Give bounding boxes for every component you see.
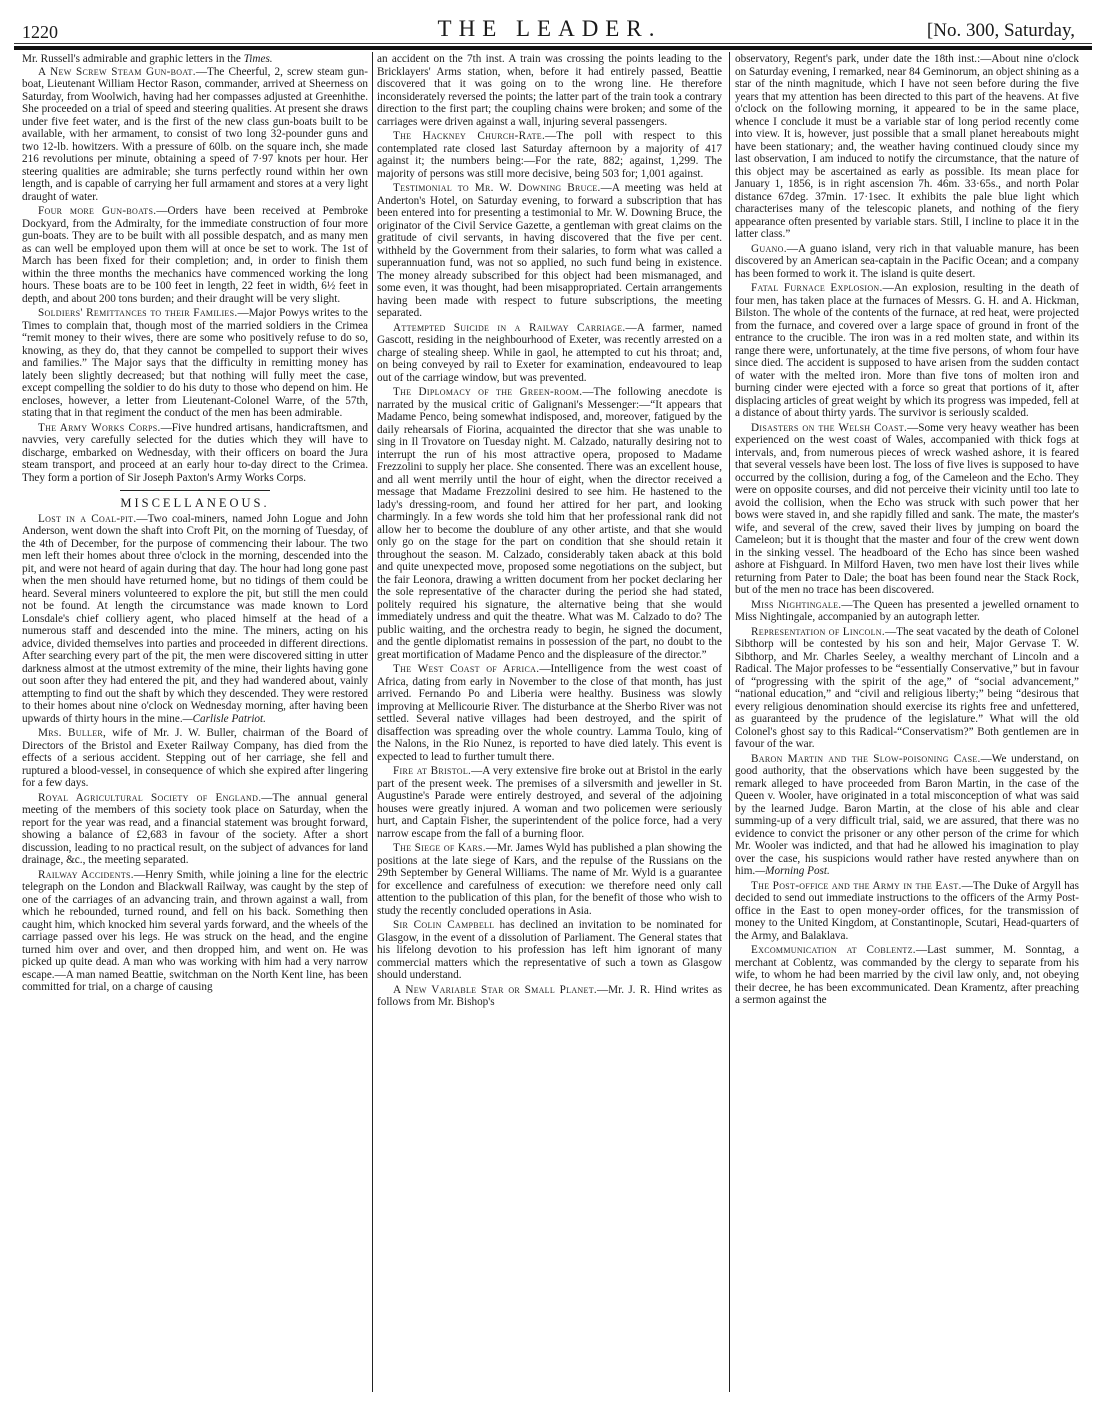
continued-paragraph: an accident on the 7th inst. A train was crossing the points leading to the Bricklayers' Arms station, when, before it had entirely passed, Beattie discovered that it was going on to the wrong line. He therefore inconsiderately reversed the points; the latter part of the train took a contrary direction to the first part; the coupling chains were broken; and some of the carriages were driven against a wall, injuring several passengers.	[377, 53, 722, 128]
article	[377, 322, 722, 385]
article-heading: Excommunication at Coblentz.	[751, 944, 916, 956]
article-body: —An explosion, resulting in the death of four men, has taken place at the furnaces of Messrs. G. H. and A. Hickman, Bilston. The whole of the contents of the furnace, at red heat, were projected from the furnace, and covered over a large space of ground in front of the entrance to the crucible. The iron was in a red molten state, and within its range there were, unfortunately, at the time five persons, of whom four have since died. The accident is supposed to have arisen from the sudden contact of water with the melted iron. More than five tons of molten iron and burning cinder were ejected with a force so great that portions of it, after displacing articles of great weight by which its progress was impeded, fell at a distance of about thirty yards. The survivor is seriously scalded.	[735, 282, 1079, 419]
column-3	[735, 53, 1079, 1009]
issue-info: [No. 300, Saturday,	[926, 20, 1075, 41]
article-body: —Henry Smith, while joining a line for the electric telegraph on the London and Blackwall Railway, was caught by the step of one of the carriages of an advancing train, and thrown against a wall, from which he rebounded, turned round, and fell on his back. Something then caught him, which knocked him several yards forward, and the wheels of the carriage passed over his legs. He was struck on the head, and the engine turned him over and over, and then dropped him, and went on. He was picked up quite dead. A man who was working with him had a very narrow escape.—A man named Beattie, switchman on the North Kent line, has been committed for trial, on a charge of causing	[22, 868, 368, 993]
article	[735, 880, 1079, 943]
article-body: —We understand, on good authority, that the observations which have been suggested by the remark alleged to have proceeded from Baron Martin, in the case of the Queen v. Wooler, have originated in a total misconception of what was said by the learned Judge. Baron Martin, at the close of his able and clear summing-up of a very difficult trial, said, we are assured, that there was no evidence to convict the prisoner or any other person of the crime for which Mr. Wooler was indicted, and that had he allowed his imagination to play over the case, his suspicions would rather have rested anywhere than on him.	[735, 752, 1079, 877]
article	[735, 243, 1079, 281]
article-heading: Soldiers' Remittances to their Families.	[38, 307, 238, 319]
article-body: —Two coal-miners, named John Logue and John Anderson, went down the shaft into Croft Pit, on the morning of Tuesday, of the 4th of December, for the purpose of commencing their labour. The two men left their homes about three o'clock in the morning, descended into the pit, and were not heard of again during that day. The hour had long gone past when the men should have returned home, but no tidings of them could be heard. Several miners volunteered to explore the pit, but still the men could not be found. At length the circumstance was made known to Lord Lonsdale's chief colliery agent, who placed himself at the head of a numerous staff and descended into the mine. The miners, acting on his advice, divided themselves into parties and proceeded in different directions. After searching every part of the pit, the men were discovered sitting in utter darkness almost at the utmost extremity of the mine, their lights having gone out soon after they had entered the pit, and they had wandered about, vainly attempting to find out the shaft by which they descended. They were restored to their homes about nine o'clock on Wednesday morning, after having been upwards of thirty hours in the mine.	[22, 512, 369, 725]
masthead	[0, 0, 1099, 46]
article	[377, 663, 722, 763]
article	[22, 66, 368, 204]
article-source: —Carlisle Patriot.	[182, 712, 266, 725]
article-heading: The West Coast of Africa.	[393, 663, 540, 675]
article	[377, 842, 722, 917]
page-number: 1220	[22, 22, 58, 42]
article-heading: Disasters on the Welsh Coast.	[751, 421, 908, 434]
article-body: —A farmer, named Gascott, residing in the neighbourhood of Exeter, was recently arrested on a charge of stealing sheep. While in gaol, he attempted to cut his throat; and, on being conveyed by rail to Exeter for examination, endeavoured to leap out of the carriage window, but was prevented.	[377, 321, 722, 384]
column-1	[22, 53, 368, 996]
article	[377, 765, 722, 840]
article	[735, 753, 1079, 878]
article	[377, 919, 722, 982]
article	[22, 792, 368, 867]
article-heading: The Army Works Corps.	[38, 421, 161, 434]
article-heading: Fatal Furnace Explosion.	[751, 282, 883, 294]
article-heading: Guano.	[751, 242, 787, 255]
article-heading: A New Variable Star or Small Planet.	[393, 983, 597, 996]
article	[22, 205, 368, 305]
article-heading: Baron Martin and the Slow-poisoning Case.	[751, 752, 981, 765]
continued-paragraph: Mr. Russell's admirable and graphic letters in the Times.	[22, 53, 273, 65]
article-body: —The Queen has presented a jewelled ornament to Miss Nightingale, accompanied by an autograph letter.	[735, 598, 1079, 623]
article-body: —Five hundred artisans, handicraftsmen, and navvies, very carefully selected for the duties which they will have to discharge, embarked on Wednesday, with their officers on board the Jura steam transport, and proceed at an early hour to-day direct to the Crimea. They form a portion of Sir Joseph Paxton's Army Works Corps.	[22, 421, 368, 484]
article-body: —Orders have been received at Pembroke Dockyard, from the Admiralty, for the immediate construction of four more gun-boats. They are to be built with all possible despatch, and as many men as can well be employed upon them will at once be set to work. The 1st of March has been fixed for their completion; and, in order to finish them within the three months the mechanics have commenced working the long hours. These boats are to be 100 feet in length, 22 feet in width, 6½ feet in depth, and about 200 tons burden; and their draught will be very slight.	[22, 205, 368, 305]
article-body: has declined an invitation to be nominated for Glasgow, in the event of a dissolution of Parliament. The General states that his lifelong devotion to his profession has left him ignorant of many commercial matters which the representative of such a town as Glasgow should understand.	[377, 919, 722, 981]
article-body: —The following anecdote is narrated by the musical critic of Galignani's Messenger:—“It appears that Madame Penco, being somewhat indisposed, and, moreover, fatigued by the daily rehearsals of Fiorina, acquainted the director that she was unable to sing in Il Trovatore on Tuesday night. M. Calzado, naturally desiring not to interrupt the run of his most attractive opera, proposed to Madame Frezzolini to supply her place. She consented. There was an excellent house, and all went merrily until the hour of eight, when the director received a message that Madame Frezzolini desired to see him. He hastened to the lady's dressing-room, and found her attired for her part, and looking charmingly. In a few words she told him that her professional rank did not allow her to become the doublure of any other artiste, and that she would only go on the stage for the part on condition that she should retain it throughout the season. M. Calzado, considerably taken aback at this bold and quite unexpected move, proposed some negotiations on the subject, but the fair Leonora, drawing a written document from her pocket declaring her the sole representative of the character during the period she had stated, politely required his signature, the alternative being that she would immediately undress and quit the theatre. What was M. Calzado to do? The public waiting, and the orchestra ready to begin, he signed the document, and the gentle diplomatist remains in possession of the part, no doubt to the great mortification of Madame Penco and the displeasure of the director.”	[377, 386, 722, 661]
article	[735, 282, 1079, 420]
article	[22, 727, 368, 790]
section-divider	[120, 490, 270, 491]
article-body: —A very extensive fire broke out at Bristol in the early part of the present week. The premises of a silversmith and jeweller in St. Augustine's Parade were entirely destroyed, and several of the adjoining houses were greatly injured. A woman and two policemen were seriously hurt, and Captain Fisher, the superintendent of the police force, had a very narrow escape from the fall of a burning floor.	[377, 765, 722, 840]
article-body: —A meeting was held at Anderton's Hotel, on Saturday evening, to forward a subscription that has been entered into for presenting a testimonial to Mr. W. Downing Bruce, the originator of the Civil Service Gazette, a gentleman with great claims on the gratitude of civil servants, in having discovered that the five per cent. withheld by the Government from their salaries, to form what was called a superannuation fund, was not so applied, no such fund being in existence. The money already subscribed for this object had been mismanaged, and some even, it was thought, had been misappropriated. Certain arrangements having been made with respect to future subscriptions, the meeting separated.	[377, 182, 722, 319]
article-body: —Mr. J. R. Hind writes as follows from Mr. Bishop's	[377, 983, 723, 1008]
article-heading: The Siege of Kars.	[393, 842, 486, 854]
article-body: wife of Mr. J. W. Buller, chairman of the Board of Directors of the Bristol and Exeter Railway Company, has died from the effects of a serious accident. Stepping out of her carriage, she fell and ruptured a blood-vessel, in consequence of which she expired after lingering for a few days.	[22, 727, 368, 789]
masthead-rule-thin	[14, 43, 1092, 44]
article	[22, 869, 368, 994]
article-body: —Major Powys writes to the Times to complain that, though most of the married soldiers in the Crimea “remit money to their wives, there are some who positively refuse to do so, knowing, as they do, that they cannot be compelled to support their wives and families.” The Major says that the difficulty in remitting money has lately been slightly decreased; but that nothing will fully meet the case, except compelling the soldier to do his duty to those who depend on him. He encloses, however, a letter from Lieutenant-Colonel Warre, of the 57th, stating that in that regiment the conduct of the men has been admirable.	[22, 307, 368, 419]
article-heading: Fire at Bristol.	[393, 765, 472, 777]
article	[735, 422, 1079, 597]
article	[377, 386, 722, 661]
article-heading: Railway Accidents.	[38, 868, 134, 881]
article-body: —The seat vacated by the death of Colonel Sibthorp will be contested by his son and heir, Major Gervase T. W. Sibthorp, and Mr. Charles Seeley, a wealthy merchant of Lincoln and a Radical. The Major professes to be “essentially Conservative,” but in favour of “progressing with the spirit of the age,” of “social advancement,” “national education,” and “civil and religious liberty;” being “desirous that every religious denomination should exercise its rights free and unfettered, as guaranteed by the prudence of the legislature.” What will the old Colonel's ghost say to this Radical-“Conservatism?” Both gentlemen are in favour of the war.	[735, 625, 1079, 750]
continued-paragraph: observatory, Regent's park, under date the 18th inst.:—About nine o'clock on Saturday evening, I remarked, near 84 Geminorum, an object shining as a star of the ninth magnitude, which I have not seen before during the five years that my attention has been directed to this part of the heavens. At five o'clock on the following morning, it appeared to be in the same place, whence I conclude it must be a variable star of long period recently come into view. It is, however, just possible that a small planet hereabouts might have been stationary; and, the weather having continued cloudy since my last observation, I am induced to notify the circumstance, that the nature of this object may be ascertained as early as possible. Its mean place for January 1, 1856, is in right ascension 7h. 46m. 33·65s., and north Polar distance 67deg. 37min. 17·1sec. It exhibits the pale blue light which characterises many of the telescopic planets, and nothing of the fiery appearance often presented by variable stars. Still, I incline to place it in the latter class.”	[735, 53, 1079, 240]
column-2	[377, 53, 722, 1011]
article-heading: Royal Agricultural Society of England.	[38, 791, 262, 804]
article-body: —Last summer, M. Sonntag, a merchant at Coblentz, was commanded by the clergy to separate from his wife, to whom he had been married by the civil law only, and, not obeying their decree, he has been excommunicated. Dean Kramentz, after preaching a sermon against the	[735, 944, 1079, 1006]
section-title-miscellaneous: MISCELLANEOUS.	[120, 496, 270, 510]
article	[22, 513, 368, 726]
article	[22, 422, 368, 485]
article-body: —The Duke of Argyll has decided to send out immediate instructions to the officers of the Army Post-office in the East to open money-order offices, for the transmission of money to the United Kingdom, at Constantinople, Scutari, Head-quarters of the Army, and Balaklava.	[735, 879, 1079, 942]
article-heading: Attempted Suicide in a Railway Carriage.	[393, 321, 626, 334]
article-body: —Intelligence from the west coast of Africa, dating from early in November to the close of that month, has just arrived. Fernando Po and Liberia were healthy. Business was slowly improving at Mellicourie River. The disturbance at the Sherbo River was not settled. Several native villages had been destroyed, and the spirit of disaffection was spreading over the whole country. Lamma Toulo, king of the Nalons, in the Rio Nunez, is reported to have died lately. This event is expected to lead to further tumult there.	[377, 663, 723, 763]
article-heading: The Hackney Church-Rate.	[393, 130, 546, 142]
article-source: —Morning Post.	[755, 865, 830, 877]
article-body: —The Cheerful, 2, screw steam gun-boat, Lieutenant William Hector Rason, commander, arrived at Sheerness on Saturday, from Woolwich, having had her compasses adjusted at Greenhithe. She proceeded on a trial of speed and steering qualities. At present she draws under five feet water, and is the first of the new class gun-boats built to be available, with her armament, to consist of two long 32-pounder guns and two 12-lb. howitzers. With a pressure of 60lb. on the square inch, she made 216 revolutions per minute, obtaining a speed of 7·97 knots per hour. Her steering qualities are admirable; she turns perfectly round within her own length, and is capable of carrying her full armament and stores at a very light draught of water.	[22, 65, 368, 203]
article-heading: Testimonial to Mr. W. Downing Bruce.	[393, 182, 601, 194]
article-body: —Some very heavy weather has been experienced on the west coast of Wales, accompanied with thick fogs at intervals, and, from numerous pieces of wreck washed ashore, it is feared that several vessels have been lost. The loss of five lives is supposed to have occurred by the collision, during a fog, of the Cameleon and the Echo. They were on opposite courses, and did not perceive their vicinity until too late to avoid the collision, when the Echo was struck with such power that her bows were staved in, and she rapidly filled and sank. The mate, the master's wife, and several of the crew, saved their lives by jumping on board the Cameleon; but it is thought that the master and four of the crew went down in the sinking vessel. The headboard of the Echo has since been washed ashore at Fishguard. In Milford Haven, two men have lost their lives while returning from Pater to Dale; the boat has been found near the Stack Rock, but of the men no trace has been discovered.	[735, 421, 1079, 596]
newspaper-title: THE LEADER.	[437, 16, 662, 41]
article	[377, 130, 722, 180]
article	[735, 599, 1079, 624]
article-heading: The Diplomacy of the Green-room.	[393, 386, 583, 398]
article-heading: Mrs. Buller,	[38, 727, 107, 739]
article	[22, 307, 368, 420]
column-divider-2	[729, 52, 730, 1392]
article	[377, 182, 722, 320]
article-heading: Lost in a Coal-pit.	[38, 512, 137, 525]
article-body: —The annual general meeting of the members of this society took place on Saturday, when the report for the year was read, and a financial statement was brought forward, showing a balance of £2,683 in favour of the society. After a short discussion, leading to no practical result, on the subject of advances for land drainage, &c., the meeting separated.	[22, 791, 368, 866]
article-heading: Representation of Lincoln.	[751, 625, 885, 638]
article-body: —The poll with respect to this contemplated rate closed last Saturday afternoon by a majority of 417 against it; the numbers being:—For the rate, 882; against, 1,299. The majority of persons was still more decisive, being 503 for; 1,001 against.	[377, 130, 722, 180]
article	[735, 626, 1079, 751]
article-heading: A New Screw Steam Gun-boat.	[38, 65, 196, 78]
article-heading: Four more Gun-boats.	[38, 205, 157, 217]
article-body: —A guano island, very rich in that valuable manure, has been discovered by an American sea-captain in the Pacific Ocean; and a company has been formed to work it. The island is quite desert.	[735, 242, 1079, 280]
masthead-rule-thick	[14, 46, 1092, 50]
column-divider-1	[372, 52, 373, 1392]
article-heading: The Post-office and the Army in the East.	[751, 879, 962, 892]
article	[377, 984, 722, 1009]
article-heading: Miss Nightingale.	[751, 598, 842, 611]
article-body: —Mr. James Wyld has published a plan showing the positions at the late siege of Kars, and the repulse of the Russians on the 29th September by General Williams. The name of Mr. Wyld is a guarantee for excellence and carefulness of execution: we therefore need only call attention to the publication of this plan, for the benefit of those who wish to study the recently concluded operations in Asia.	[377, 842, 723, 917]
article	[735, 944, 1079, 1007]
article-heading: Sir Colin Campbell	[393, 919, 495, 931]
